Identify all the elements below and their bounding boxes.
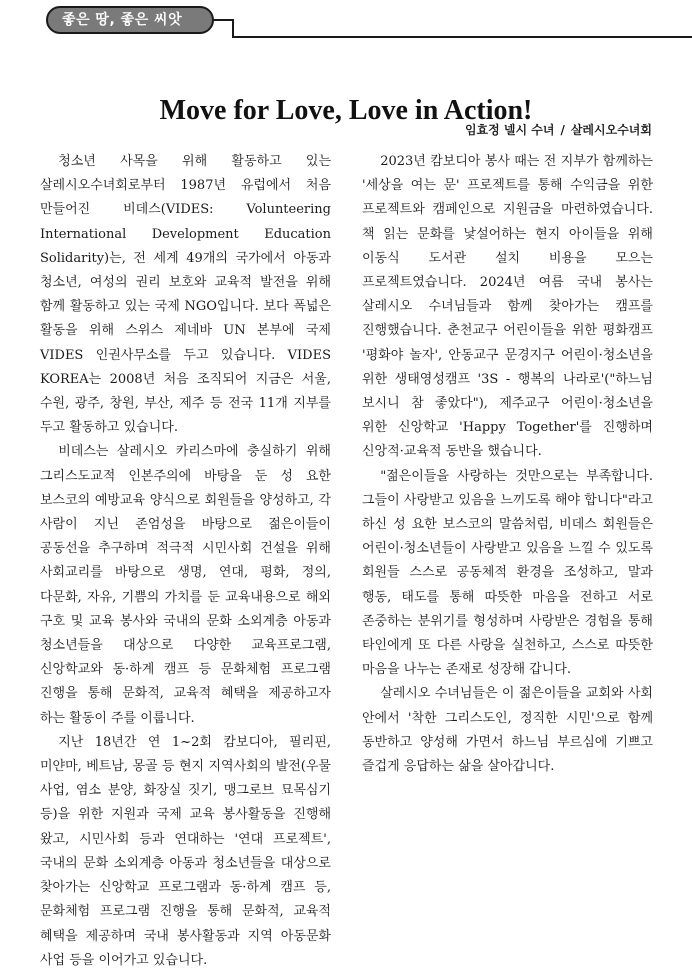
byline (465, 121, 652, 138)
paragraph-3: 지난 18년간 연 1~2회 캄보디아, 필리핀, 미얀마, 베트남, 몽골 등 현지 지역사회의 발전(우물 사업, 염소 분양, 화장실 짓기, 맹그로브 묘목심기 등)을 위한 지원과 국제 교육 봉사활동을 진행해 왔고, 시민사회 등과 연대하는 '연대 프로젝트', 국내의 문화 소외계층 아동과 청소년들을 대상으로 찾아가는 신앙학교 프로그램과 동·하계 캠프 등, 문화체험 프로그램 진행을 통해 문화적, 교육적 혜택을 제공하며 국내 봉사활동과 지역 아동문화 사업 등을 이어가고 있습니다. (40, 734, 331, 968)
paragraph-4: 2023년 캄보디아 봉사 때는 전 지부가 함께하는 '세상을 여는 문' 프로젝트를 통해 수익금을 위한 프로젝트와 캠페인으로 지원금을 마련하였습니다. 책 읽는 문화를 낯설어하는 현지 아이들을 위해 이동식 도서관 설치 비용을 모으는 프로젝트였습니다. 2024년 여름 국내 봉사는 살레시오 수녀님들과 함께 찾아가는 캠프를 진행했습니다. 춘천교구 어린이들을 위한 평화캠프 '평화야 놀자', 안동교구 문경지구 어린이·청소년을 위한 생태영성캠프 '3S - 행복의 나라로'("하느님 보시니 참 좋았다"), 제주교구 어린이·청소년을 위한 신앙학교 'Happy Together'를 진행하며 신앙적·교육적 동반을 했습니다. (362, 154, 653, 460)
byline-separator: / (560, 123, 565, 137)
paragraph-1: 청소년 사목을 위해 활동하고 있는 살레시오수녀회로부터 1987년 유럽에서 처음 만들어진 비데스(VIDES: Volunteering International Development Education Solidarity)는, 전 세계 49개의 국가에서 아동과 청소년, 여성의 권리 보호와 교육적 발전을 위해 함께 활동하고 있는 국제 NGO입니다. 보다 폭넓은 활동을 위해 스위스 제네바 UN 본부에 국제 VIDES 인권사무소를 두고 있습니다. VIDES KOREA는 2008년 처음 조직되어 지금은 서울, 수원, 광주, 창원, 부산, 제주 등 전국 11개 지부를 두고 활동하고 있습니다. (40, 154, 331, 436)
byline-author: 임효정 넬시 수녀 (464, 123, 555, 137)
article-column-right (362, 150, 653, 779)
byline-org: 살레시오수녀회 (570, 123, 652, 137)
paragraph-5: "젊은이들을 사랑하는 것만으로는 부족합니다. 그들이 사랑받고 있음을 느끼도록 해야 합니다"라고 하신 성 요한 보스코의 말씀처럼, 비데스 회원들은 어린이·청소년들이 사랑받고 있음을 느낄 수 있도록 회원들 스스로 공동체적 환경을 조성하고, 말과 행동, 태도를 통해 따뜻한 마음을 전하고 서로 존중하는 분위기를 형성하며 사랑받은 경험을 통해 타인에게 또 다른 사랑을 실천하고, 스스로 따뜻한 마음을 나누는 존재로 성장해 갑니다. (362, 468, 653, 678)
paragraph-2: 비데스는 살레시오 카리스마에 충실하기 위해 그리스도교적 인본주의에 바탕을 둔 성 요한 보스코의 예방교육 양식으로 회원들을 양성하고, 각 사람이 지닌 존엄성을 바탕으로 젊은이들이 공동선을 추구하며 적극적 시민사회 건설을 위해 사회교리를 바탕으로 생명, 연대, 평화, 정의, 다문화, 자유, 기쁨의 가치를 둔 교육내용으로 해외 구호 및 교육 봉사와 국내의 문화 소외계층 아동과 청소년들을 대상으로 다양한 교육프로그램, 신앙학교와 동·하계 캠프 등 문화체험 프로그램 진행을 통해 문화적, 교육적 혜택을 제공하고자 하는 활동이 주를 이룹니다. (40, 444, 331, 726)
article-column-left (40, 150, 331, 973)
tab-connector-line (212, 19, 234, 21)
section-tab: 좋은 땅, 좋은 씨앗 (46, 6, 214, 34)
header-rule (232, 36, 692, 38)
paragraph-6: 살레시오 수녀님들은 이 젊은이들을 교회와 사회 안에서 '착한 그리스도인, 정직한 시민'으로 함께 동반하고 양성해 가면서 하느님 부르심에 기쁘고 즐겁게 응답하는 삶을 살아갑니다. (362, 686, 653, 775)
article-title: Move for Love, Love in Action! (159, 94, 533, 126)
